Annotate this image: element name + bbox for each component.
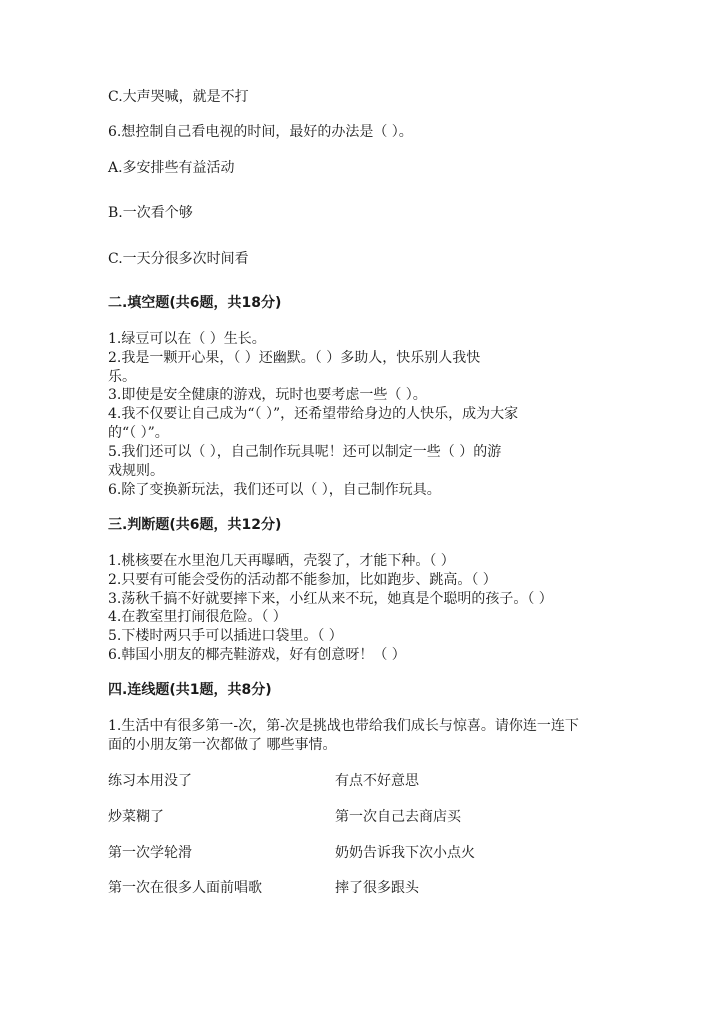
section4-stem: 面的小朋友第一次都做了 哪些事情。 [108, 737, 337, 753]
section2-line: 乐。 [108, 369, 136, 385]
section3-heading: 三.判断题(共6题，共12分) [108, 517, 282, 533]
match-left-item: 第一次在很多人面前唱歌 [108, 880, 262, 896]
q6-option-a: A.多安排些有益活动 [108, 160, 235, 176]
q6-stem: 6.想控制自己看电视的时间，最好的办法是（ ）。 [108, 124, 413, 140]
q6-option-c: C.一天分很多次时间看 [108, 251, 249, 267]
section3-line: 2.只要有可能会受伤的活动都不能参加，比如跑步、跳高。（ ） [108, 572, 497, 588]
match-right-item: 有点不好意思 [335, 773, 419, 789]
q6-option-b: B.一次看个够 [108, 205, 193, 221]
section2-line: 4.我不仅要让自己成为“（ ）”，还希望带给身边的人快乐，成为大家 [108, 406, 519, 422]
match-left-item: 第一次学轮滑 [108, 845, 192, 861]
match-right-item: 摔了很多跟头 [335, 880, 419, 896]
section2-heading: 二.填空题(共6题，共18分) [108, 295, 282, 311]
section4-stem: 1.生活中有很多第一-次，第-次是挑战也带给我们成长与惊喜。请你连一连下 [108, 718, 579, 734]
section2-line: 2.我是一颗开心果，（ ）还幽默。（ ）多助人，快乐别人我快 [108, 350, 481, 366]
section3-line: 6.韩国小朋友的椰壳鞋游戏，好有创意呀！（ ） [108, 647, 406, 663]
section3-line: 3.荡秋千搞不好就要摔下来，小红从来不玩，她真是个聪明的孩子。（ ） [108, 591, 553, 607]
section3-line: 1.桃核要在水里泡几天再曝晒，壳裂了，才能下种。（ ） [108, 553, 455, 569]
section2-line: 5.我们还可以（ ），自己制作玩具呢！还可以制定一些（ ）的游 [108, 444, 502, 460]
section4-heading: 四.连线题(共1题，共8分) [108, 682, 272, 698]
q5-option-c: C.大声哭喊，就是不打 [108, 89, 249, 105]
section3-line: 4.在教室里打闹很危险。（ ） [108, 609, 287, 625]
match-left-item: 练习本用没了 [108, 773, 192, 789]
section2-line: 6.除了变换新玩法，我们还可以（ ），自己制作玩具。 [108, 482, 441, 498]
match-right-item: 奶奶告诉我下次小点火 [335, 845, 475, 861]
match-right-item: 第一次自己去商店买 [335, 809, 461, 825]
section2-line: 3.即使是安全健康的游戏，玩时也要考虑一些（ ）。 [108, 387, 427, 403]
section2-line: 1.绿豆可以在（ ）生长。 [108, 331, 266, 347]
section2-line: 戏规则。 [108, 463, 164, 479]
section3-line: 5.下楼时两只手可以插进口袋里。（ ） [108, 628, 343, 644]
section2-line: 的“（ ）”。 [108, 425, 169, 441]
match-left-item: 炒菜糊了 [108, 809, 164, 825]
